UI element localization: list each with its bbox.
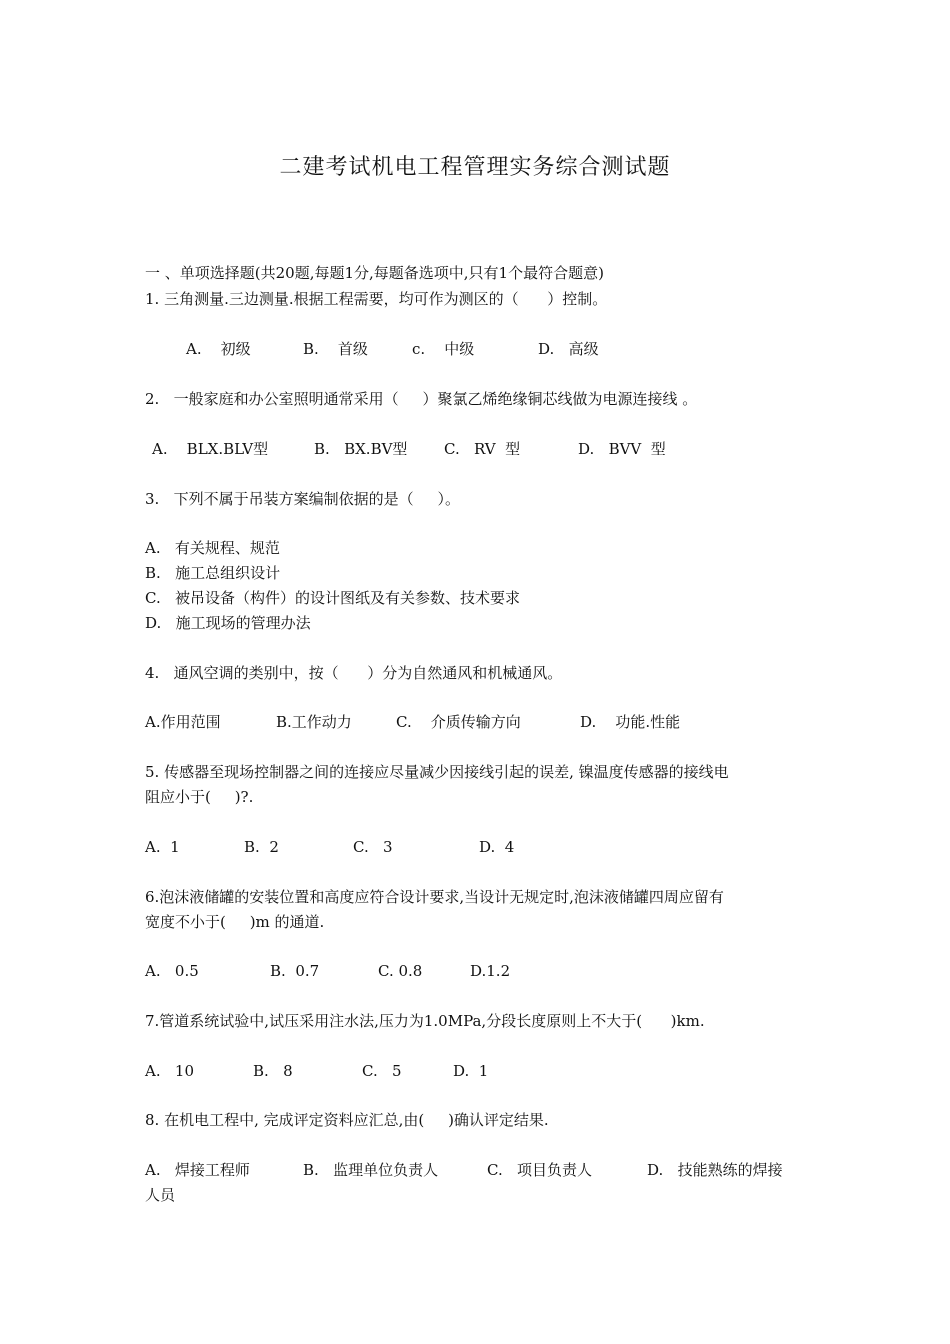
question-3-option-a: A. 有关规程、规范	[145, 539, 280, 557]
question-8-stem: 8. 在机电工程中, 完成评定资料应汇总,由( )确认评定结果.	[145, 1111, 549, 1129]
question-8-option-d-continuation: 人员	[145, 1186, 176, 1204]
question-6-option-d: D.1.2	[470, 962, 511, 980]
question-6-option-c: C. 0.8	[378, 962, 423, 980]
question-6-stem-line-2: 宽度不小于( )m 的通道.	[145, 913, 325, 931]
question-2-stem: 2. 一般家庭和办公室照明通常采用（ ）聚氯乙烯绝缘铜芯线做为电源连接线 。	[145, 390, 698, 408]
question-3-stem: 3. 下列不属于吊装方案编制依据的是（ ）。	[145, 490, 460, 508]
question-5-stem-line-2: 阻应小于( )?.	[145, 788, 254, 806]
question-2-option-d: D. BVV 型	[578, 440, 666, 458]
question-3-option-b: B. 施工总组织设计	[145, 564, 281, 582]
question-5-option-c: C. 3	[353, 838, 393, 856]
question-3-option-c: C. 被吊设备（构件）的设计图纸及有关参数、技术要求	[145, 589, 521, 607]
question-6-option-a: A. 0.5	[145, 962, 199, 980]
question-6-stem-line-1: 6.泡沫液储罐的安装位置和高度应符合设计要求,当设计无规定时,泡沫液储罐四周应留有	[145, 888, 724, 906]
question-5-option-b: B. 2	[244, 838, 279, 856]
question-7-option-d: D. 1	[453, 1062, 489, 1080]
question-7-option-c: C. 5	[362, 1062, 402, 1080]
question-8-option-b: B. 监理单位负责人	[303, 1161, 439, 1179]
question-5-option-a: A. 1	[145, 838, 180, 856]
question-3-option-d: D. 施工现场的管理办法	[145, 614, 311, 632]
question-4-option-c: C. 介质传输方向	[396, 713, 521, 731]
question-2-option-b: B. BX.BV型	[314, 440, 408, 458]
question-4-option-b: B.工作动力	[276, 713, 352, 731]
question-6-option-b: B. 0.7	[270, 962, 320, 980]
question-2-option-a: A. BLX.BLV型	[152, 440, 269, 458]
question-8-option-a: A. 焊接工程师	[145, 1161, 250, 1179]
question-7-option-b: B. 8	[253, 1062, 293, 1080]
question-4-option-d: D. 功能.性能	[580, 713, 681, 731]
question-8-option-d: D. 技能熟练的焊接	[647, 1161, 783, 1179]
section-heading: 一 、单项选择题(共20题,每题1分,每题备选项中,只有1个最符合题意)	[145, 264, 604, 282]
question-2-option-c: C. RV 型	[444, 440, 521, 458]
question-1-option-c: c. 中级	[412, 340, 475, 358]
question-1-stem: 1. 三角测量.三边测量.根据工程需要，均可作为测区的（ ）控制。	[145, 290, 608, 308]
question-7-option-a: A. 10	[145, 1062, 194, 1080]
question-4-option-a: A.作用范围	[145, 713, 221, 731]
question-1-option-a: A. 初级	[186, 340, 251, 358]
question-1-option-d: D. 高级	[538, 340, 599, 358]
question-7-stem: 7.管道系统试验中,试压采用注水法,压力为1.0MPa,分段长度原则上不大于( )km.	[145, 1012, 705, 1030]
page-title: 二建考试机电工程管理实务综合测试题	[279, 155, 671, 180]
question-5-stem-line-1: 5. 传感器至现场控制器之间的连接应尽量减少因接线引起的误差, 镍温度传感器的接线电	[145, 763, 729, 781]
question-1-option-b: B. 首级	[303, 340, 368, 358]
question-5-option-d: D. 4	[479, 838, 515, 856]
question-8-option-c: C. 项目负责人	[487, 1161, 593, 1179]
question-4-stem: 4. 通风空调的类别中，按（ ）分为自然通风和机械通风。	[145, 664, 563, 682]
